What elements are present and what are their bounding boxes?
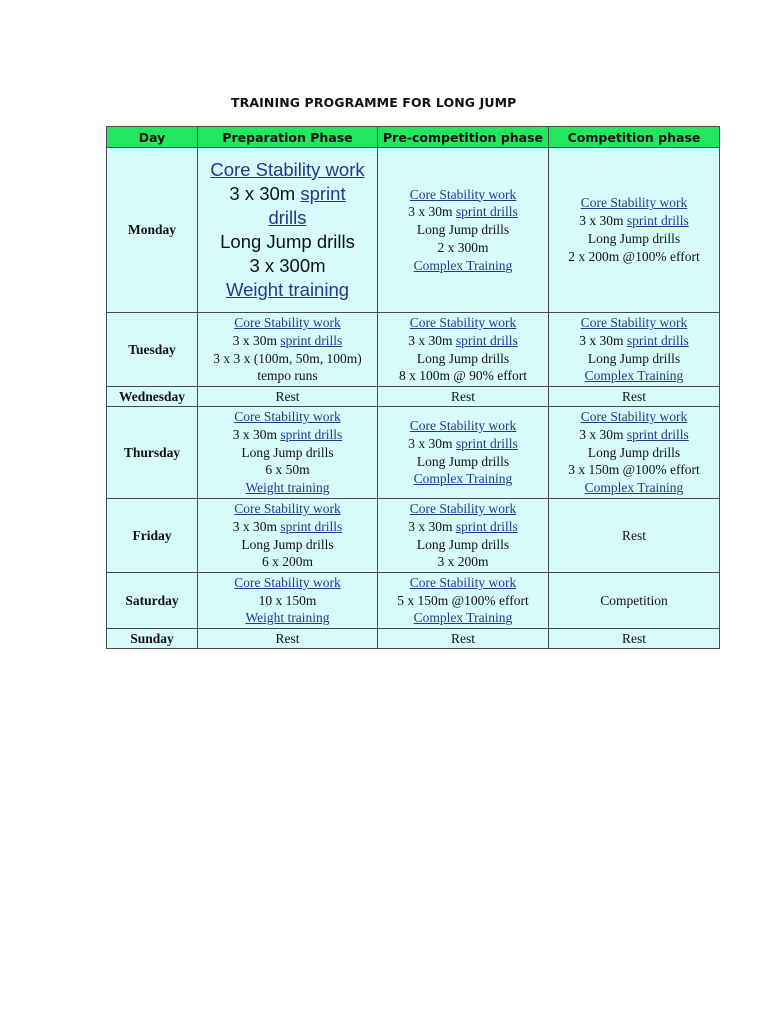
cell-line — [200, 536, 375, 554]
training-link[interactable]: Complex Training — [413, 257, 513, 273]
header-pre-competition-phase: Pre-competition phase — [378, 127, 549, 148]
cell-line — [200, 592, 375, 610]
pre-cell — [378, 148, 549, 313]
table-row — [107, 387, 720, 407]
training-link[interactable]: sprint drills — [455, 518, 518, 534]
cell-line — [380, 630, 546, 648]
cell-line — [200, 574, 375, 592]
training-link[interactable]: Core Stability work — [409, 417, 517, 433]
cell-text: 2 x 300m — [437, 239, 489, 255]
day-cell: Saturday — [107, 573, 198, 629]
prep-cell — [198, 573, 378, 629]
cell-line — [380, 536, 546, 554]
prep-cell — [198, 148, 378, 313]
comp-cell — [549, 148, 720, 313]
cell-line — [200, 500, 375, 518]
cell-text: Rest — [621, 630, 646, 646]
cell-text: Long Jump drills — [587, 350, 681, 366]
cell-line — [200, 408, 375, 426]
cell-line — [200, 158, 375, 182]
comp-cell — [549, 313, 720, 387]
cell-line — [551, 388, 717, 406]
cell-text: Long Jump drills — [416, 453, 510, 469]
cell-text: 3 x 150m @100% effort — [568, 462, 700, 478]
cell-line — [200, 444, 375, 462]
cell-line — [200, 426, 375, 444]
cell-text: 3 x 30m — [579, 426, 627, 442]
cell-line — [200, 367, 375, 385]
cell-text: Long Jump drills — [241, 536, 334, 552]
prep-cell — [198, 407, 378, 499]
training-link[interactable]: sprint drills — [280, 426, 343, 442]
cell-text: 3 x 300m — [249, 255, 326, 276]
cell-line — [200, 461, 375, 479]
cell-line — [200, 518, 375, 536]
training-link[interactable]: sprint drills — [626, 426, 689, 442]
cell-text: Rest — [275, 630, 300, 646]
cell-text: 3 x 30m — [232, 332, 281, 348]
cell-line — [200, 314, 375, 332]
training-link[interactable]: sprint — [300, 183, 346, 204]
cell-line — [551, 332, 717, 350]
cell-line — [380, 500, 546, 518]
cell-text: Long Jump drills — [220, 231, 355, 252]
cell-text: tempo runs — [257, 368, 318, 384]
cell-text: Long Jump drills — [416, 536, 510, 552]
cell-line — [200, 609, 375, 627]
training-link[interactable]: sprint drills — [455, 204, 518, 220]
comp-cell — [549, 573, 720, 629]
cell-text: Rest — [450, 388, 475, 404]
cell-text: 8 x 100m @ 90% effort — [398, 368, 528, 384]
cell-line — [200, 388, 375, 406]
training-link[interactable]: sprint drills — [455, 332, 518, 348]
cell-line — [200, 553, 375, 571]
cell-text: 3 x 30m — [232, 518, 281, 534]
cell-text: Long Jump drills — [416, 350, 510, 366]
comp-cell — [549, 387, 720, 407]
cell-line — [380, 257, 546, 275]
cell-line — [200, 479, 375, 497]
training-link[interactable]: Complex Training — [584, 480, 684, 496]
training-link[interactable]: sprint drills — [455, 435, 518, 451]
cell-text: 3 x 30m — [408, 204, 456, 220]
cell-text: Long Jump drills — [587, 231, 681, 246]
training-link[interactable]: Core Stability work — [234, 409, 341, 424]
cell-text: 6 x 50m — [265, 462, 310, 478]
training-link[interactable]: Weight training — [245, 480, 330, 496]
cell-line — [380, 186, 546, 204]
training-link[interactable]: sprint drills — [280, 332, 343, 348]
cell-text: 6 x 200m — [261, 554, 313, 570]
cell-line — [551, 408, 717, 426]
pre-cell — [378, 313, 549, 387]
cell-line — [200, 206, 375, 230]
training-link[interactable]: Weight training — [225, 279, 350, 300]
cell-line — [551, 350, 717, 368]
cell-text: Long Jump drills — [416, 222, 510, 238]
training-table — [106, 126, 720, 649]
cell-text: 3 x 200m — [437, 554, 489, 570]
training-link[interactable]: sprint drills — [280, 518, 343, 534]
cell-line — [380, 239, 546, 257]
cell-line — [551, 630, 717, 648]
cell-line — [380, 453, 546, 471]
table-row — [107, 148, 720, 313]
cell-line — [200, 278, 375, 302]
cell-line — [551, 212, 717, 230]
training-link[interactable]: Core Stability work — [409, 500, 517, 516]
comp-cell — [549, 499, 720, 573]
header-row — [107, 127, 720, 148]
cell-line — [551, 444, 717, 462]
cell-text: 3 x 30m — [579, 332, 627, 348]
day-cell: Thursday — [107, 407, 198, 499]
header-preparation-phase: Preparation Phase — [198, 127, 378, 148]
pre-cell — [378, 407, 549, 499]
table-row — [107, 407, 720, 499]
cell-line — [380, 518, 546, 536]
day-cell: Friday — [107, 499, 198, 573]
cell-line — [200, 630, 375, 648]
cell-line — [200, 182, 375, 206]
cell-line — [380, 470, 546, 488]
day-cell: Tuesday — [107, 313, 198, 387]
cell-line — [200, 230, 375, 254]
cell-text: 3 x 3 x (100m, 50m, 100m) — [213, 350, 362, 366]
cell-line — [380, 574, 546, 592]
training-link[interactable]: Core Stability work — [234, 314, 341, 330]
header-day: Day — [107, 127, 198, 148]
cell-text: Rest — [621, 388, 646, 404]
cell-text: 3 x 30m — [408, 332, 456, 348]
training-link[interactable]: sprint drills — [626, 213, 689, 229]
cell-line — [551, 230, 717, 248]
cell-line — [551, 194, 717, 212]
training-link[interactable]: Core Stability work — [580, 409, 688, 424]
cell-line — [551, 367, 717, 385]
cell-text: Long Jump drills — [587, 444, 681, 460]
cell-text: 3 x 30m — [229, 183, 301, 204]
day-cell: Wednesday — [107, 387, 198, 407]
pre-cell — [378, 573, 549, 629]
training-link[interactable]: Complex Training — [413, 471, 513, 487]
training-link[interactable]: Core Stability work — [210, 159, 365, 180]
pre-cell — [378, 387, 549, 407]
cell-line — [551, 461, 717, 479]
cell-line — [551, 426, 717, 444]
cell-line — [551, 527, 717, 545]
cell-text: Rest — [621, 527, 646, 543]
training-link[interactable]: Complex Training — [584, 368, 684, 384]
prep-cell — [198, 629, 378, 649]
cell-line — [380, 332, 546, 350]
cell-text: 3 x 30m — [408, 518, 456, 534]
comp-cell — [549, 407, 720, 499]
comp-cell — [549, 629, 720, 649]
prep-cell — [198, 387, 378, 407]
cell-line — [380, 553, 546, 571]
header-competition-phase: Competition phase — [549, 127, 720, 148]
training-link[interactable]: Weight training — [245, 610, 330, 626]
cell-text: Rest — [450, 630, 475, 646]
cell-text: 3 x 30m — [579, 213, 627, 229]
cell-line — [380, 221, 546, 239]
training-link[interactable]: drills — [268, 207, 307, 228]
training-link[interactable]: Complex Training — [413, 610, 513, 626]
cell-text: Rest — [275, 388, 300, 404]
pre-cell — [378, 499, 549, 573]
training-link[interactable]: Core Stability work — [409, 186, 517, 202]
cell-line — [380, 367, 546, 385]
training-link[interactable]: Core Stability work — [409, 574, 517, 590]
cell-line — [380, 203, 546, 221]
table-row — [107, 499, 720, 573]
page-title: TRAINING PROGRAMME FOR LONG JUMP — [231, 95, 517, 110]
table-row — [107, 629, 720, 649]
cell-line — [380, 314, 546, 332]
cell-line — [380, 388, 546, 406]
training-link[interactable]: Core Stability work — [409, 314, 517, 330]
cell-line — [200, 350, 375, 368]
cell-line — [380, 435, 546, 453]
cell-line — [380, 592, 546, 610]
cell-line — [551, 314, 717, 332]
cell-text: Competition — [600, 592, 668, 608]
cell-line — [380, 350, 546, 368]
cell-text: 3 x 30m — [232, 426, 281, 442]
pre-cell — [378, 629, 549, 649]
cell-line — [380, 609, 546, 627]
cell-text: 5 x 150m @100% effort — [397, 592, 529, 608]
cell-text: 10 x 150m — [258, 592, 317, 608]
training-link[interactable]: Core Stability work — [234, 500, 341, 516]
training-link[interactable]: sprint drills — [626, 332, 689, 348]
training-link[interactable]: Core Stability work — [234, 574, 341, 590]
cell-line — [380, 417, 546, 435]
training-link[interactable]: Core Stability work — [580, 195, 688, 211]
cell-text: 2 x 200m @100% effort — [568, 248, 700, 264]
training-link[interactable]: Core Stability work — [580, 314, 688, 330]
cell-line — [200, 254, 375, 278]
table-row — [107, 313, 720, 387]
cell-line — [551, 592, 717, 610]
day-cell: Monday — [107, 148, 198, 313]
cell-text: Long Jump drills — [241, 444, 334, 460]
cell-line — [551, 479, 717, 497]
table-row — [107, 573, 720, 629]
cell-line — [551, 248, 717, 266]
cell-text: 3 x 30m — [408, 435, 456, 451]
cell-line — [200, 332, 375, 350]
prep-cell — [198, 313, 378, 387]
prep-cell — [198, 499, 378, 573]
day-cell: Sunday — [107, 629, 198, 649]
